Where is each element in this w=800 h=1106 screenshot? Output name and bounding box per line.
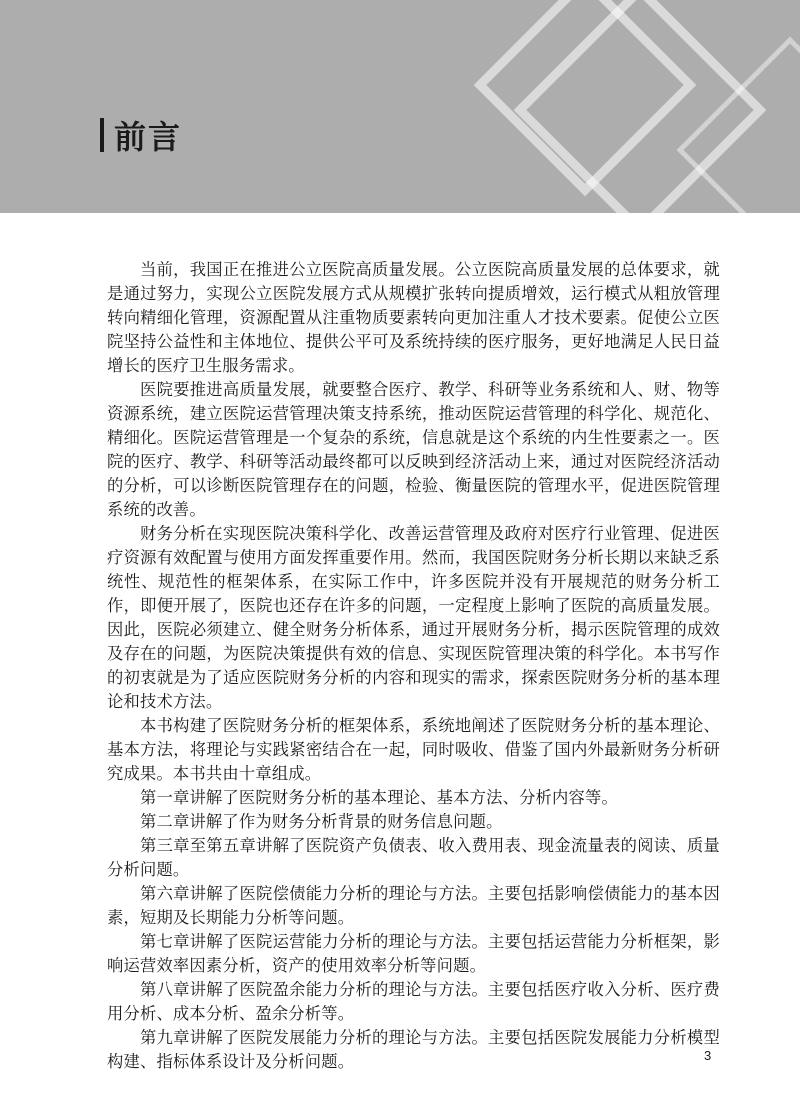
paragraph: 第七章讲解了医院运营能力分析的理论与方法。主要包括运营能力分析框架，影响运营效率因素分析，资产的使用效率分析等问题。 bbox=[107, 932, 720, 975]
paragraph: 第六章讲解了医院偿债能力分析的理论与方法。主要包括影响偿债能力的基本因素，短期及长期能力分析等问题。 bbox=[107, 884, 720, 927]
page-header-banner bbox=[0, 0, 800, 213]
paragraph: 本书构建了医院财务分析的框架体系，系统地阐述了医院财务分析的基本理论、基本方法，将理论与实践紧密结合在一起，同时吸收、借鉴了国内外最新财务分析研究成果。本书共由十章组成。 bbox=[107, 716, 720, 783]
decorative-diamonds bbox=[0, 0, 800, 213]
paragraph: 第一章讲解了医院财务分析的基本理论、基本方法、分析内容等。 bbox=[140, 788, 618, 807]
page-title-text: 前言 bbox=[114, 118, 183, 156]
diamond-outline-medium bbox=[480, 0, 690, 190]
paragraph: 财务分析在实现医院决策科学化、改善运营管理及政府对医疗行业管理、促进医疗资源有效配置与使用方面发挥重要作用。然而，我国医院财务分析长期以来缺乏系统性、规范性的框架体系，在实际工作中，许多医院并没有开展规范的财务分析工作，即便开展了，医院也还存在许多的问题，一定程度上影响了医院的高质量发展。因此，医院必须建立、健全财务分析体系，通过开展财务分析，揭示医院管理的成效及存在的问题，为医院决策提供有效的信息、实现医院管理决策的科学化。本书写作的初衷就是为了适应医院财务分析的内容和现实的需求，探索医院财务分析的基本理论和技术方法。 bbox=[107, 524, 720, 711]
paragraph: 第九章讲解了医院发展能力分析的理论与方法。主要包括医院发展能力分析模型构建、指标体系设计及分析问题。 bbox=[107, 1028, 720, 1071]
paragraph: 第二章讲解了作为财务分析背景的财务信息问题。 bbox=[140, 812, 503, 831]
title-accent-bar bbox=[100, 118, 104, 152]
preface-body bbox=[107, 258, 720, 1074]
paragraph: 当前，我国正在推进公立医院高质量发展。公立医院高质量发展的总体要求，就是通过努力，实现公立医院发展方式从规模扩张转向提质增效，运行模式从粗放管理转向精细化管理，资源配置从注重物质要素转向更加注重人才技术要素。促使公立医院坚持公益性和主体地位、提供公平可及系统持续的医疗服务，更好地满足人民日益增长的医疗卫生服务需求。 bbox=[107, 260, 720, 375]
paragraph: 医院要推进高质量发展，就要整合医疗、教学、科研等业务系统和人、财、物等资源系统，建立医院运营管理决策支持系统，推动医院运营管理的科学化、规范化、精细化。医院运营管理是一个复杂的系统，信息就是这个系统的内生性要素之一。医院的医疗、教学、科研等活动最终都可以反映到经济活动上来，通过对医院经济活动的分析，可以诊断医院管理存在的问题，检验、衡量医院的管理水平，促进医院管理系统的改善。 bbox=[107, 380, 720, 519]
page-title bbox=[100, 114, 182, 156]
paragraph: 第八章讲解了医院盈余能力分析的理论与方法。主要包括医疗收入分析、医疗费用分析、成本分析、盈余分析等。 bbox=[107, 980, 720, 1023]
paragraph: 第三章至第五章讲解了医院资产负债表、收入费用表、现金流量表的阅读、质量分析问题。 bbox=[107, 836, 720, 879]
page-number: 3 bbox=[704, 1048, 712, 1063]
